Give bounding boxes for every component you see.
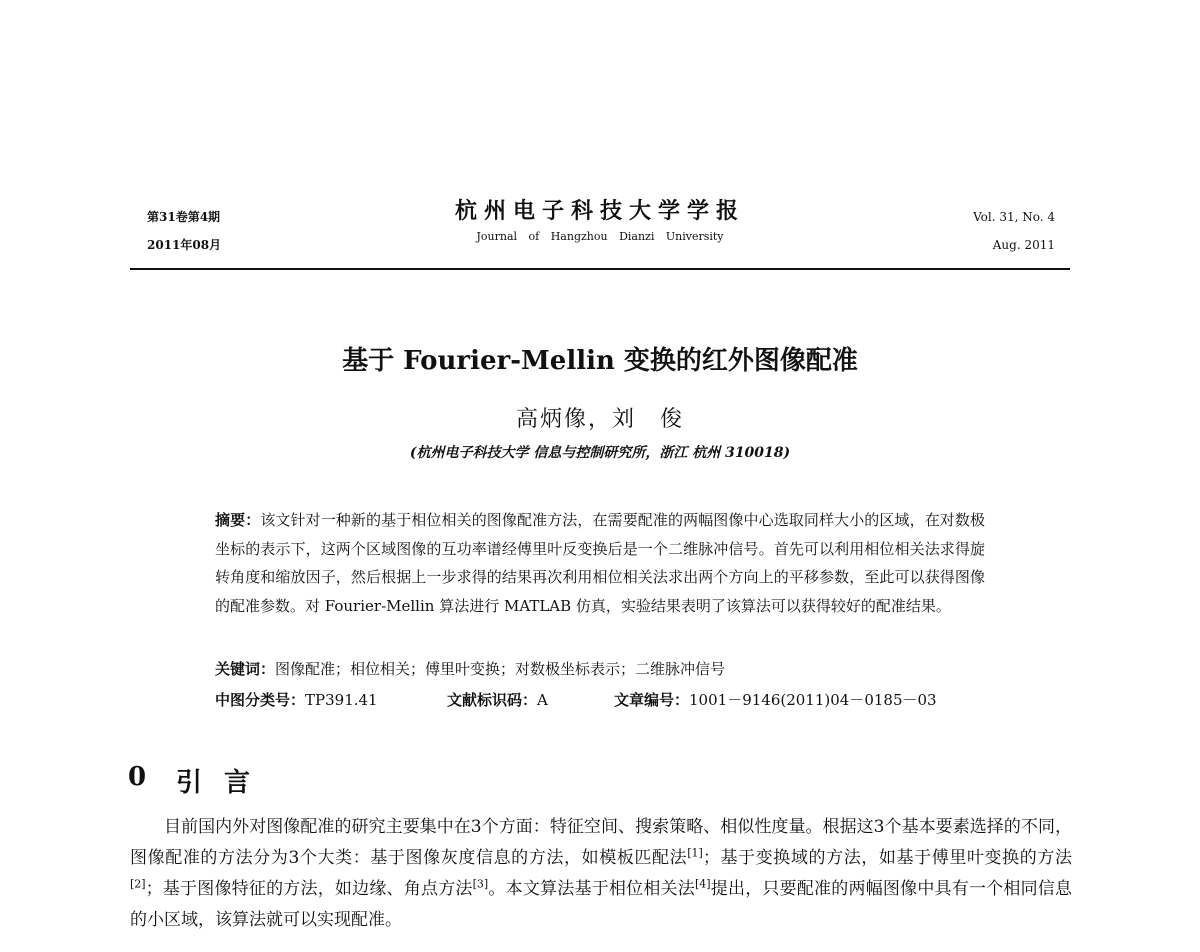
keywords xyxy=(215,655,985,683)
date-cn: 2011年08月 xyxy=(147,238,222,252)
keywords-text: 图像配准；相位相关；傅里叶变换；对数极坐标表示；二维脉冲信号 xyxy=(275,660,726,678)
body-text-3: ；基于图像特征的方法，如边缘、角点方法 xyxy=(145,879,473,899)
article-no-label: 文章编号： xyxy=(614,691,690,709)
citation-4[interactable]: [4] xyxy=(694,877,711,891)
section-title: 引言 xyxy=(176,768,273,798)
abstract-label: 摘要： xyxy=(215,511,261,529)
clc-code xyxy=(215,686,447,714)
article-no-value: 1001－9146(2011)04－0185－03 xyxy=(689,691,937,709)
body-text-4: 。本文算法基于相位相关法 xyxy=(488,879,695,899)
article-affiliation: (杭州电子科技大学 信息与控制研究所，浙江 杭州 310018) xyxy=(409,445,791,461)
classification-line xyxy=(215,686,985,714)
body-text-5: 提出，只要配准的两幅图像中具有一个相同信息的小区域，该算法就可以实现配准。 xyxy=(130,879,1073,930)
citation-1[interactable]: [1] xyxy=(687,846,703,860)
citation-2[interactable]: [2] xyxy=(130,877,146,891)
journal-name-cn: 杭州电子科技大学学报 xyxy=(454,198,745,224)
doc-code-label: 文献标识码： xyxy=(447,691,538,709)
journal-name-en: Journal of Hangzhou Dianzi University xyxy=(476,230,724,243)
section-number: 0 xyxy=(128,762,147,792)
doc-code-value: A xyxy=(537,691,548,709)
body-text-2: ；基于变换域的方法，如基于傅里叶变换的方法 xyxy=(702,848,1072,868)
clc-label: 中图分类号： xyxy=(215,691,306,709)
issue-info-en xyxy=(973,203,1055,259)
keywords-label: 关键词： xyxy=(215,660,276,678)
abstract xyxy=(215,506,985,620)
article-title: 基于 Fourier-Mellin 变换的红外图像配准 xyxy=(342,346,858,376)
header-rule xyxy=(130,268,1070,270)
clc-value: TP391.41 xyxy=(305,691,378,709)
citation-3[interactable]: [3] xyxy=(472,877,489,891)
document-code xyxy=(447,686,614,714)
volume-issue-cn: 第31卷第4期 xyxy=(147,210,221,224)
volume-issue-en: Vol. 31, No. 4 xyxy=(973,210,1055,224)
abstract-text: 该文针对一种新的基于相位相关的图像配准方法，在需要配准的两幅图像中心选取同样大小的区域，在对数极坐标的表示下，这两个区域图像的互功率谱经傅里叶反变换后是一个二维脉冲信号。首先可以利用相位相关法求得旋转角度和缩放因子，然后根据上一步求得的结果再次利用相位相关法求出两个方向上的平移参数，至此可以获得图像的配准参数。对 Fourier-Mellin 算法进行 MATLAB 仿真，实验结果表明了该算法可以获得较好的配准结果。 xyxy=(215,511,985,615)
date-en: Aug. 2011 xyxy=(992,238,1055,252)
body-text-1: 目前国内外对图像配准的研究主要集中在3个方面：特征空间、搜索策略、相似性度量。根据这3个基本要素选择的不同，图像配准的方法分为3个大类：基于图像灰度信息的方法，如模板匹配法 xyxy=(130,817,1072,868)
article-number xyxy=(614,686,937,714)
body-paragraph xyxy=(130,812,1072,936)
article-authors: 高炳像，刘 俊 xyxy=(515,407,684,432)
